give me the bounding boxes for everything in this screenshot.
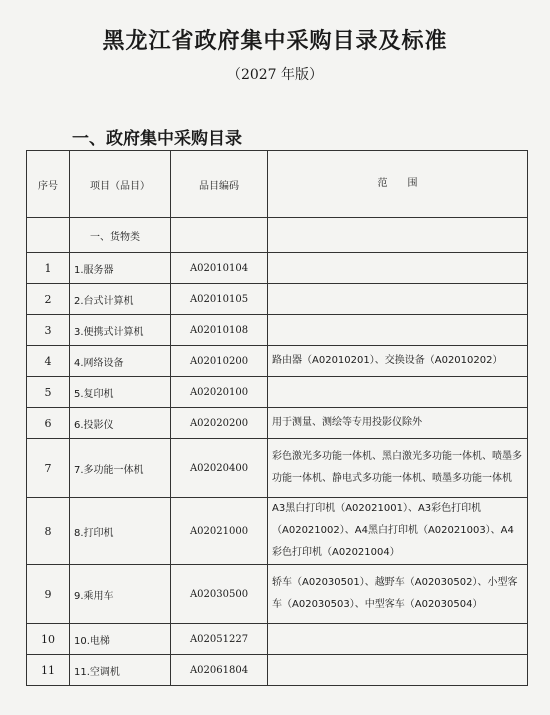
table-row (27, 408, 528, 439)
table-row (27, 346, 528, 377)
row-scope (268, 284, 528, 315)
procurement-catalog-table (26, 150, 528, 686)
row-code: A02020100 (171, 377, 268, 408)
row-no: 4 (27, 346, 70, 377)
row-code: A02021000 (171, 498, 268, 565)
row-item: 7.多功能一体机 (70, 439, 171, 498)
row-no: 10 (27, 624, 70, 655)
row-scope (268, 315, 528, 346)
row-item: 10.电梯 (70, 624, 171, 655)
row-no: 1 (27, 253, 70, 284)
table-row (27, 439, 528, 498)
row-code: A02020400 (171, 439, 268, 498)
row-code: A02010108 (171, 315, 268, 346)
row-item: 4.网络设备 (70, 346, 171, 377)
row-item: 5.复印机 (70, 377, 171, 408)
row-item: 2.台式计算机 (70, 284, 171, 315)
row-scope: 用于测量、测绘等专用投影仪除外 (268, 408, 528, 439)
row-scope: 路由器（A02010201）、交换设备（A02010202） (268, 346, 528, 377)
row-code: A02010200 (171, 346, 268, 377)
row-code: A02030500 (171, 565, 268, 624)
table-row (27, 284, 528, 315)
row-item: 8.打印机 (70, 498, 171, 565)
header-code: 品目编码 (171, 151, 268, 218)
row-no: 3 (27, 315, 70, 346)
row-no: 9 (27, 565, 70, 624)
row-no: 6 (27, 408, 70, 439)
table-header-row (27, 151, 528, 218)
table-row (27, 565, 528, 624)
header-item: 项目（品目） (70, 151, 171, 218)
header-no: 序号 (27, 151, 70, 218)
row-code: A02010105 (171, 284, 268, 315)
row-code: A02061804 (171, 655, 268, 686)
category-row (27, 218, 528, 253)
row-no: 8 (27, 498, 70, 565)
row-scope: 轿车（A02030501）、越野车（A02030502）、小型客车（A02030503）、中型客车（A02030504） (268, 565, 528, 624)
row-scope: 彩色激光多功能一体机、黑白激光多功能一体机、喷墨多功能一体机、静电式多功能一体机、喷墨多功能一体机 (268, 439, 528, 498)
row-no: 11 (27, 655, 70, 686)
table-row (27, 624, 528, 655)
row-code: A02051227 (171, 624, 268, 655)
table-row (27, 315, 528, 346)
table-row (27, 655, 528, 686)
category-no (27, 218, 70, 253)
row-scope (268, 624, 528, 655)
category-scope (268, 218, 528, 253)
section-heading: 一、政府集中采购目录 (72, 129, 242, 149)
table-row (27, 253, 528, 284)
row-no: 5 (27, 377, 70, 408)
row-item: 3.便携式计算机 (70, 315, 171, 346)
row-code: A02010104 (171, 253, 268, 284)
row-scope (268, 655, 528, 686)
table-row (27, 498, 528, 565)
row-item: 9.乘用车 (70, 565, 171, 624)
document-title: 黑龙江省政府集中采购目录及标准 (102, 29, 448, 54)
row-item: 11.空调机 (70, 655, 171, 686)
category-code (171, 218, 268, 253)
row-no: 2 (27, 284, 70, 315)
row-code: A02020200 (171, 408, 268, 439)
row-scope (268, 253, 528, 284)
edition-label: （2027 年版） (226, 67, 324, 83)
row-scope (268, 377, 528, 408)
table-row (27, 377, 528, 408)
row-no: 7 (27, 439, 70, 498)
row-item: 1.服务器 (70, 253, 171, 284)
header-scope: 范 围 (268, 151, 528, 218)
row-scope: A3黑白打印机（A02021001）、A3彩色打印机（A02021002）、A4黑白打印机（A02021003）、A4彩色打印机（A02021004） (268, 498, 528, 565)
category-label: 一、货物类 (70, 218, 171, 253)
row-item: 6.投影仪 (70, 408, 171, 439)
